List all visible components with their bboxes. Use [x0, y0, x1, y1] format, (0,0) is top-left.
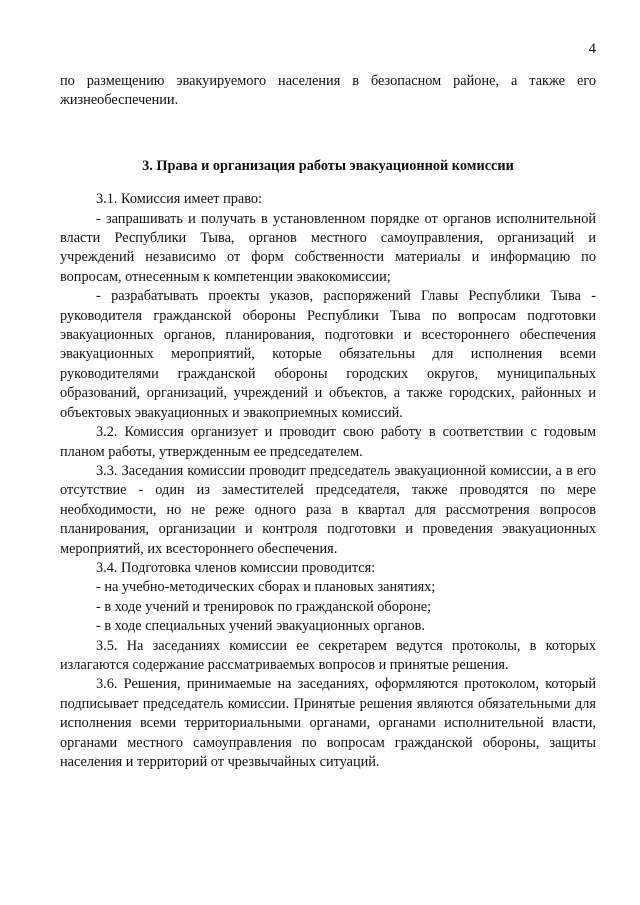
section-heading: 3. Права и организация работы эвакуационной комиссии [142, 157, 514, 174]
section-paragraph: 3.5. На заседаниях комиссии ее секретарем ведутся протоколы, в которых излагаются содержание рассматриваемых вопросов и принятые решения. [60, 637, 596, 673]
section-paragraph: 3.6. Решения, принимаемые на заседаниях, оформляются протоколом, который подписывает председатель комиссии. Принятые решения являются обязательными для исполнения всеми территориальными органами, органами исполнительной власти, органами местного самоуправления по вопросам гражданской обороны, защиты населения и территорий от чрезвычайных ситуаций. [60, 676, 596, 770]
section-paragraph: - разрабатывать проекты указов, распоряжений Главы Республики Тыва - руководителя гражданской обороны Республики Тыва по вопросам подготовки эвакуационных органов, планирования, подготовки и всестороннего обеспечения эвакуационных мероприятий, которые обязательны для исполнения всеми руководителями гражданской обороны городских округов, муниципальных образований, организаций, учреждений и объектов, а также городских, районных и объектовых эвакуационных и эвакоприемных комиссий. [60, 288, 596, 421]
section-paragraph: - в ходе специальных учений эвакуационных органов. [96, 618, 425, 635]
section-paragraph: 3.2. Комиссия организует и проводит свою работу в соответствии с годовым планом работы, утвержденным ее председателем. [60, 424, 596, 460]
section-paragraph: - запрашивать и получать в установленном порядке от органов исполнительной власти Республики Тыва, органов местного самоуправления, организаций и учреждений независимо от форм собственности материалы и информацию по вопросам, отнесенным к компетенции эвакокомиссии; [60, 210, 596, 285]
section-paragraph: 3.1. Комиссия имеет право: [96, 191, 263, 208]
section-paragraph: - на учебно-методических сборах и плановых занятиях; [96, 579, 436, 596]
document-body [60, 72, 596, 772]
continuation-paragraph: по размещению эвакуируемого населения в безопасном районе, а также его жизнеобеспечении. [60, 73, 596, 109]
section-paragraphs [60, 190, 596, 772]
section-paragraph: 3.4. Подготовка членов комиссии проводится: [96, 559, 376, 576]
section-paragraph: - в ходе учений и тренировок по гражданской обороне; [96, 598, 432, 615]
section-paragraph: 3.3. Заседания комиссии проводит председатель эвакуационной комиссии, а в его отсутствие - один из заместителей председателя, также проводятся по мере необходимости, но не реже одного раза в квартал для рассмотрения вопросов планирования, организации и контроля подготовки и проведения эвакуационных мероприятий, их всестороннего обеспечения. [60, 462, 596, 557]
page-number: 4 [588, 41, 596, 57]
